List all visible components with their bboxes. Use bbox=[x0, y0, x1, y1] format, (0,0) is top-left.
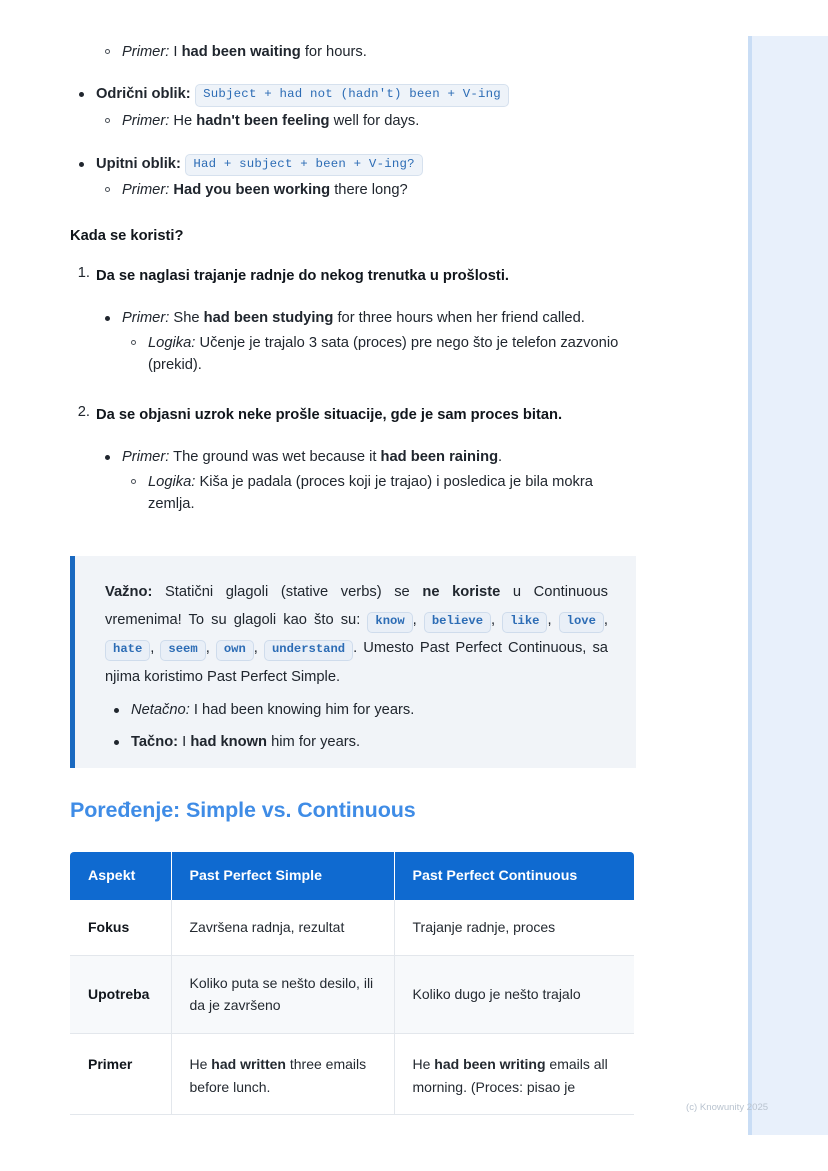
example-bold: had been studying bbox=[203, 310, 334, 327]
question-example-list bbox=[96, 179, 636, 201]
logic-text: Kiša je padala (proces koji je trajao) i posledica je bila mokra zemlja. bbox=[148, 474, 593, 513]
cell-text-before: He bbox=[412, 1056, 435, 1073]
example-label: Primer: bbox=[122, 44, 170, 60]
usage-item-1 bbox=[70, 265, 636, 376]
logic-text: Učenje je trajalo 3 sata (proces) pre nego što je telefon zazvonio (prekid). bbox=[148, 335, 619, 374]
form-name: Upitni oblik: bbox=[96, 155, 181, 172]
intro-example-list bbox=[96, 41, 636, 63]
cell-simple: Koliko puta se nešto desilo, ili da je završeno bbox=[171, 955, 394, 1033]
cell-simple bbox=[171, 1034, 394, 1115]
usage-logic-list bbox=[122, 332, 636, 376]
list-item bbox=[96, 110, 636, 132]
list-item-negative-form bbox=[70, 83, 636, 132]
list-item-wrong bbox=[105, 699, 608, 721]
cell-aspect: Fokus bbox=[70, 900, 171, 955]
cell-continuous: Trajanje radnje, proces bbox=[394, 900, 634, 955]
form-list-negative bbox=[70, 83, 636, 132]
example-text-after: . bbox=[498, 449, 503, 466]
verb-chip-own: own bbox=[216, 640, 254, 661]
usage-logic-list bbox=[122, 471, 636, 515]
cell-text-after: three emails before lunch. bbox=[189, 1056, 367, 1095]
code-chip-question: Had + subject + been + V-ing? bbox=[185, 154, 422, 177]
example-label: Primer: bbox=[122, 449, 170, 466]
code-chip-negative: Subject + had not (hadn't) been + V-ing bbox=[195, 84, 509, 107]
comparison-table bbox=[70, 852, 634, 1115]
logic-label: Logika: bbox=[148, 335, 196, 352]
usage-heading: Kada se koristi? bbox=[70, 228, 184, 245]
cell-text-after: emails all morning. (Proces: pisao je bbox=[412, 1056, 608, 1095]
verb-chip-separator: , bbox=[491, 612, 503, 629]
callout-text-c: . Umesto Past Perfect Continuous, sa njima koristimo Past Perfect Simple. bbox=[105, 640, 608, 685]
watermark-text: (c) Knowunity 2025 bbox=[686, 1102, 769, 1113]
verb-chip-know: know bbox=[367, 612, 412, 633]
verb-chip-hate: hate bbox=[105, 640, 150, 661]
callout-text-a: Statični glagoli (stative verbs) se bbox=[152, 584, 423, 600]
example-text-after: for hours. bbox=[300, 44, 367, 60]
column-header-aspekt: Aspekt bbox=[70, 852, 171, 900]
example-label: Primer: bbox=[122, 310, 170, 327]
cell-aspect: Primer bbox=[70, 1034, 171, 1115]
list-item bbox=[122, 471, 636, 515]
verb-chip-separator: , bbox=[150, 640, 161, 657]
cell-simple: Završena radnja, rezultat bbox=[171, 900, 394, 955]
usage-item-title: Da se objasni uzrok neke prošle situacije, gde je sam proces bitan. bbox=[96, 407, 563, 424]
verb-chip-separator: , bbox=[603, 612, 608, 629]
list-item bbox=[96, 41, 636, 63]
verb-chip-believe: believe bbox=[424, 612, 491, 633]
example-label: Primer: bbox=[122, 112, 170, 129]
example-text-before: She bbox=[169, 310, 204, 327]
callout-label: Važno: bbox=[105, 584, 153, 600]
page-edge-rule bbox=[748, 36, 752, 1135]
usage-list bbox=[70, 265, 636, 515]
usage-example-list bbox=[96, 307, 636, 376]
usage-example-list bbox=[96, 446, 636, 515]
cell-continuous: Koliko dugo je nešto trajalo bbox=[394, 955, 634, 1033]
example-text-before: I bbox=[169, 44, 182, 60]
cell-aspect: Upotreba bbox=[70, 955, 171, 1033]
table-header-row bbox=[70, 852, 634, 900]
verb-chip-separator: , bbox=[412, 612, 424, 629]
example-bold: Had you been working bbox=[173, 182, 331, 199]
right-after: him for years. bbox=[267, 733, 361, 750]
example-text-before: He bbox=[169, 112, 197, 129]
cell-text-bold: had written bbox=[211, 1056, 286, 1073]
right-label: Tačno: bbox=[131, 733, 179, 750]
form-name: Odrični oblik: bbox=[96, 86, 191, 103]
callout-examples bbox=[105, 699, 608, 753]
wrong-label: Netačno: bbox=[131, 701, 190, 718]
cell-text-bold: had been writing bbox=[434, 1056, 546, 1073]
usage-item-title: Da se naglasi trajanje radnje do nekog trenutka u prošlosti. bbox=[96, 268, 509, 285]
page-edge-band bbox=[748, 36, 828, 1135]
example-text-after: well for days. bbox=[329, 112, 420, 129]
list-item-question-form bbox=[70, 153, 636, 202]
document-content bbox=[70, 0, 636, 520]
list-item bbox=[96, 307, 636, 376]
callout-text-b: u Continuous vremenima! To su glagoli kao što su: bbox=[105, 584, 608, 629]
example-text-after: there long? bbox=[330, 182, 408, 199]
list-item bbox=[96, 179, 636, 201]
example-label: Primer: bbox=[122, 182, 170, 199]
example-bold: hadn't been feeling bbox=[196, 112, 330, 129]
list-item bbox=[122, 332, 636, 376]
example-text-before: The ground was wet because it bbox=[169, 449, 381, 466]
negative-example-list bbox=[96, 110, 636, 132]
callout-paragraph bbox=[105, 578, 608, 691]
column-header-continuous: Past Perfect Continuous bbox=[394, 852, 634, 900]
list-item bbox=[96, 446, 636, 515]
example-bold: had been waiting bbox=[181, 44, 301, 60]
cell-text-before: He bbox=[189, 1056, 212, 1073]
verb-chip-separator: , bbox=[547, 612, 559, 629]
right-before: I bbox=[178, 733, 191, 750]
important-callout bbox=[70, 556, 636, 768]
example-bold: had been raining bbox=[380, 449, 499, 466]
verb-chip-love: love bbox=[559, 612, 604, 633]
example-text-after: for three hours when her friend called. bbox=[333, 310, 585, 327]
list-item-right bbox=[105, 731, 608, 753]
verb-chip-separator: , bbox=[205, 640, 216, 657]
table-row bbox=[70, 955, 634, 1033]
verb-chip-separator: , bbox=[253, 640, 264, 657]
table-row bbox=[70, 1034, 634, 1115]
cell-continuous bbox=[394, 1034, 634, 1115]
usage-item-2 bbox=[70, 404, 636, 515]
form-list-question bbox=[70, 153, 636, 202]
callout-bold: ne koriste bbox=[422, 584, 501, 600]
wrong-text: I had been knowing him for years. bbox=[189, 701, 415, 718]
table-row bbox=[70, 900, 634, 955]
right-bold: had known bbox=[190, 733, 268, 750]
verb-chip-seem: seem bbox=[160, 640, 205, 661]
verb-chip-like: like bbox=[502, 612, 547, 633]
logic-label: Logika: bbox=[148, 474, 196, 491]
comparison-heading: Poređenje: Simple vs. Continuous bbox=[70, 798, 416, 822]
column-header-simple: Past Perfect Simple bbox=[171, 852, 394, 900]
verb-chip-understand: understand bbox=[264, 640, 353, 661]
